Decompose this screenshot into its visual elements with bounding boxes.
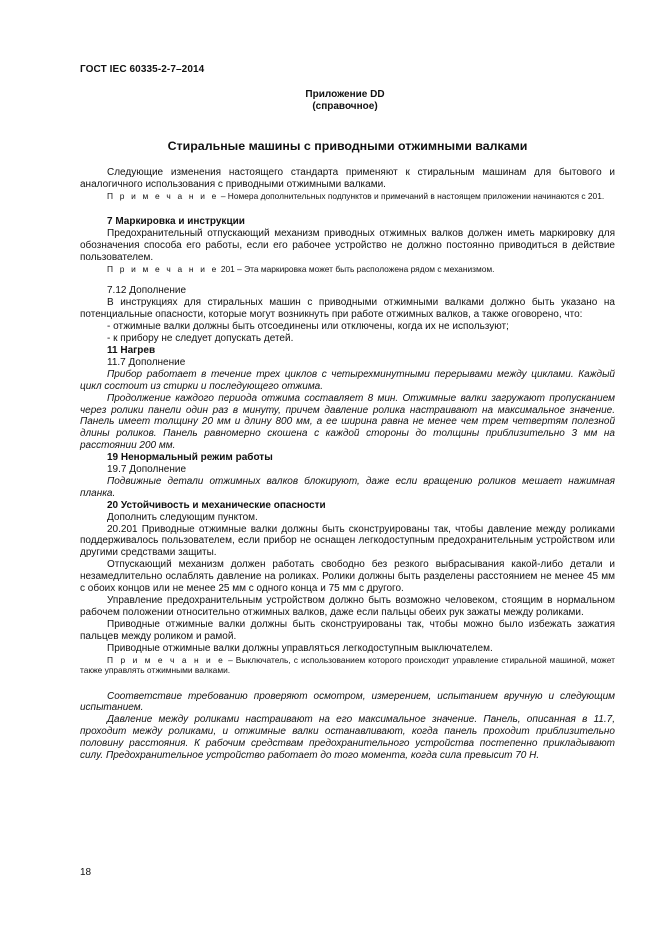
compliance-paragraph: Соответствие требованию проверяют осмотром, измерением, испытанием вручную и следующим испытанием. bbox=[80, 690, 615, 714]
annex-main-title: Стиральные машины с приводными отжимными валками bbox=[167, 139, 528, 153]
section-7-note bbox=[80, 264, 615, 275]
document-body bbox=[80, 167, 615, 762]
section-19-7-heading: 19.7 Дополнение bbox=[107, 464, 187, 476]
section-20-note bbox=[80, 655, 615, 676]
compliance-paragraph: Давление между роликами настраивают на его максимальное значение. Панель, описанная в 11.7, проходит между роликами, и отжимные валки останавливают, когда панель проходит приблизительно половину расстояния. К рабочим средствам предохранительного устройства постепенно прикладывают силу. Предохранительное устройство работает до того момента, когда сила превысит 70 Н. bbox=[80, 714, 615, 762]
section-11-heading: 11 Нагрев bbox=[107, 344, 156, 356]
intro-note bbox=[80, 191, 615, 202]
note-label: П р и м е ч а н и е bbox=[107, 263, 219, 274]
section-20-paragraph: Управление предохранительным устройством должно быть возможно человеком, стоящим в нормальном рабочем положении относительно отжимных валков, даже если пальцы обеих рук зажаты между роликами. bbox=[80, 595, 615, 618]
section-7-12-paragraph: В инструкциях для стиральных машин с приводными отжимными валками должно быть указано на потенциальные опасности, которые могут возникнуть при работе отжимных валков, а также оговорено, что: bbox=[80, 297, 615, 321]
document-id: ГОСТ IEC 60335-2-7–2014 bbox=[80, 64, 205, 75]
section-19-heading: 19 Ненормальный режим работы bbox=[107, 452, 273, 464]
note-text: – Номера дополнительных подпунктов и примечаний в настоящем приложении начинаются с 201. bbox=[218, 190, 605, 201]
intro-paragraph: Следующие изменения настоящего стандарта применяют к стиральным машинам для бытового и аналогичного использования с приводными отжимными валками. bbox=[80, 167, 615, 190]
note-text: – Выключатель, с использованием которого происходит управление стиральной машиной, может также управлять отжимными валками. bbox=[80, 654, 615, 676]
annex-type: (справочное) bbox=[312, 101, 378, 112]
section-11-7-paragraph: Прибор работает в течение трех циклов с четырехминутными перерывами между циклами. Каждый цикл состоит из стирки и последующего отжима. bbox=[80, 368, 615, 392]
section-7-paragraph: Предохранительный отпускающий механизм приводных отжимных валков должен иметь маркировку для обозначения способа его работы, если его рабочее устройство не должно постоянно приводиться в действие пользователем. bbox=[80, 228, 615, 264]
page-number: 18 bbox=[80, 867, 92, 878]
section-11-7-heading: 11.7 Дополнение bbox=[107, 356, 186, 368]
annex-title: Приложение DD bbox=[305, 89, 385, 100]
note-label: П р и м е ч а н и е bbox=[107, 654, 226, 665]
section-7-12-heading: 7.12 Дополнение bbox=[107, 285, 187, 297]
section-20-paragraph: Приводные отжимные валки должны быть сконструированы так, чтобы можно было избежать зажатия пальцев между роликом и рамой. bbox=[80, 618, 615, 642]
section-20-paragraph: 20.201 Приводные отжимные валки должны быть сконструированы так, чтобы давление между роликами поддерживалось пользователем, если прибор не оснащен легкодоступным предохранительным устройством или другими средствами защиты. bbox=[80, 523, 615, 559]
section-20-heading: 20 Устойчивость и механические опасности bbox=[107, 499, 326, 511]
section-19-7-paragraph: Подвижные детали отжимных валков блокируют, даже если вращению роликов мешает нажимная планка. bbox=[80, 475, 615, 499]
section-20-paragraph: Дополнить следующим пунктом. bbox=[107, 511, 258, 523]
list-item: - отжимные валки должны быть отсоединены или отключены, когда их не используют; bbox=[107, 321, 509, 333]
section-11-7-paragraph: Продолжение каждого периода отжима составляет 8 мин. Отжимные валки загружают пропусканием через ролики панели один раз в минуту, причем давление ролика настраивают на максимальное значение. Панель имеет толщину 20 мм и длину 800 мм, а ее ширина равна не менее чем трем четвертям полезной длины роликов. Панель равномерно скошена с каждой стороны до толщины приблизительно 3 мм на расстоянии 200 мм. bbox=[80, 392, 615, 452]
list-item: - к прибору не следует допускать детей. bbox=[107, 333, 294, 345]
note-label: П р и м е ч а н и е bbox=[107, 190, 219, 201]
section-7-heading: 7 Маркировка и инструкции bbox=[107, 216, 245, 228]
annex-header bbox=[80, 89, 610, 113]
note-text: 201 – Эта маркировка может быть расположена рядом с механизмом. bbox=[218, 263, 495, 274]
section-20-paragraph: Приводные отжимные валки должны управляться легкодоступным выключателем. bbox=[107, 642, 493, 654]
section-20-paragraph: Отпускающий механизм должен работать свободно без резкого выбрасывания какой-либо детали и незамедлительно ослаблять давление на роликах. Ролики должны быть разделены расстоянием не менее 45 мм с обоих концов или не менее 25 мм с одного конца и 75 мм с другого. bbox=[80, 559, 615, 595]
